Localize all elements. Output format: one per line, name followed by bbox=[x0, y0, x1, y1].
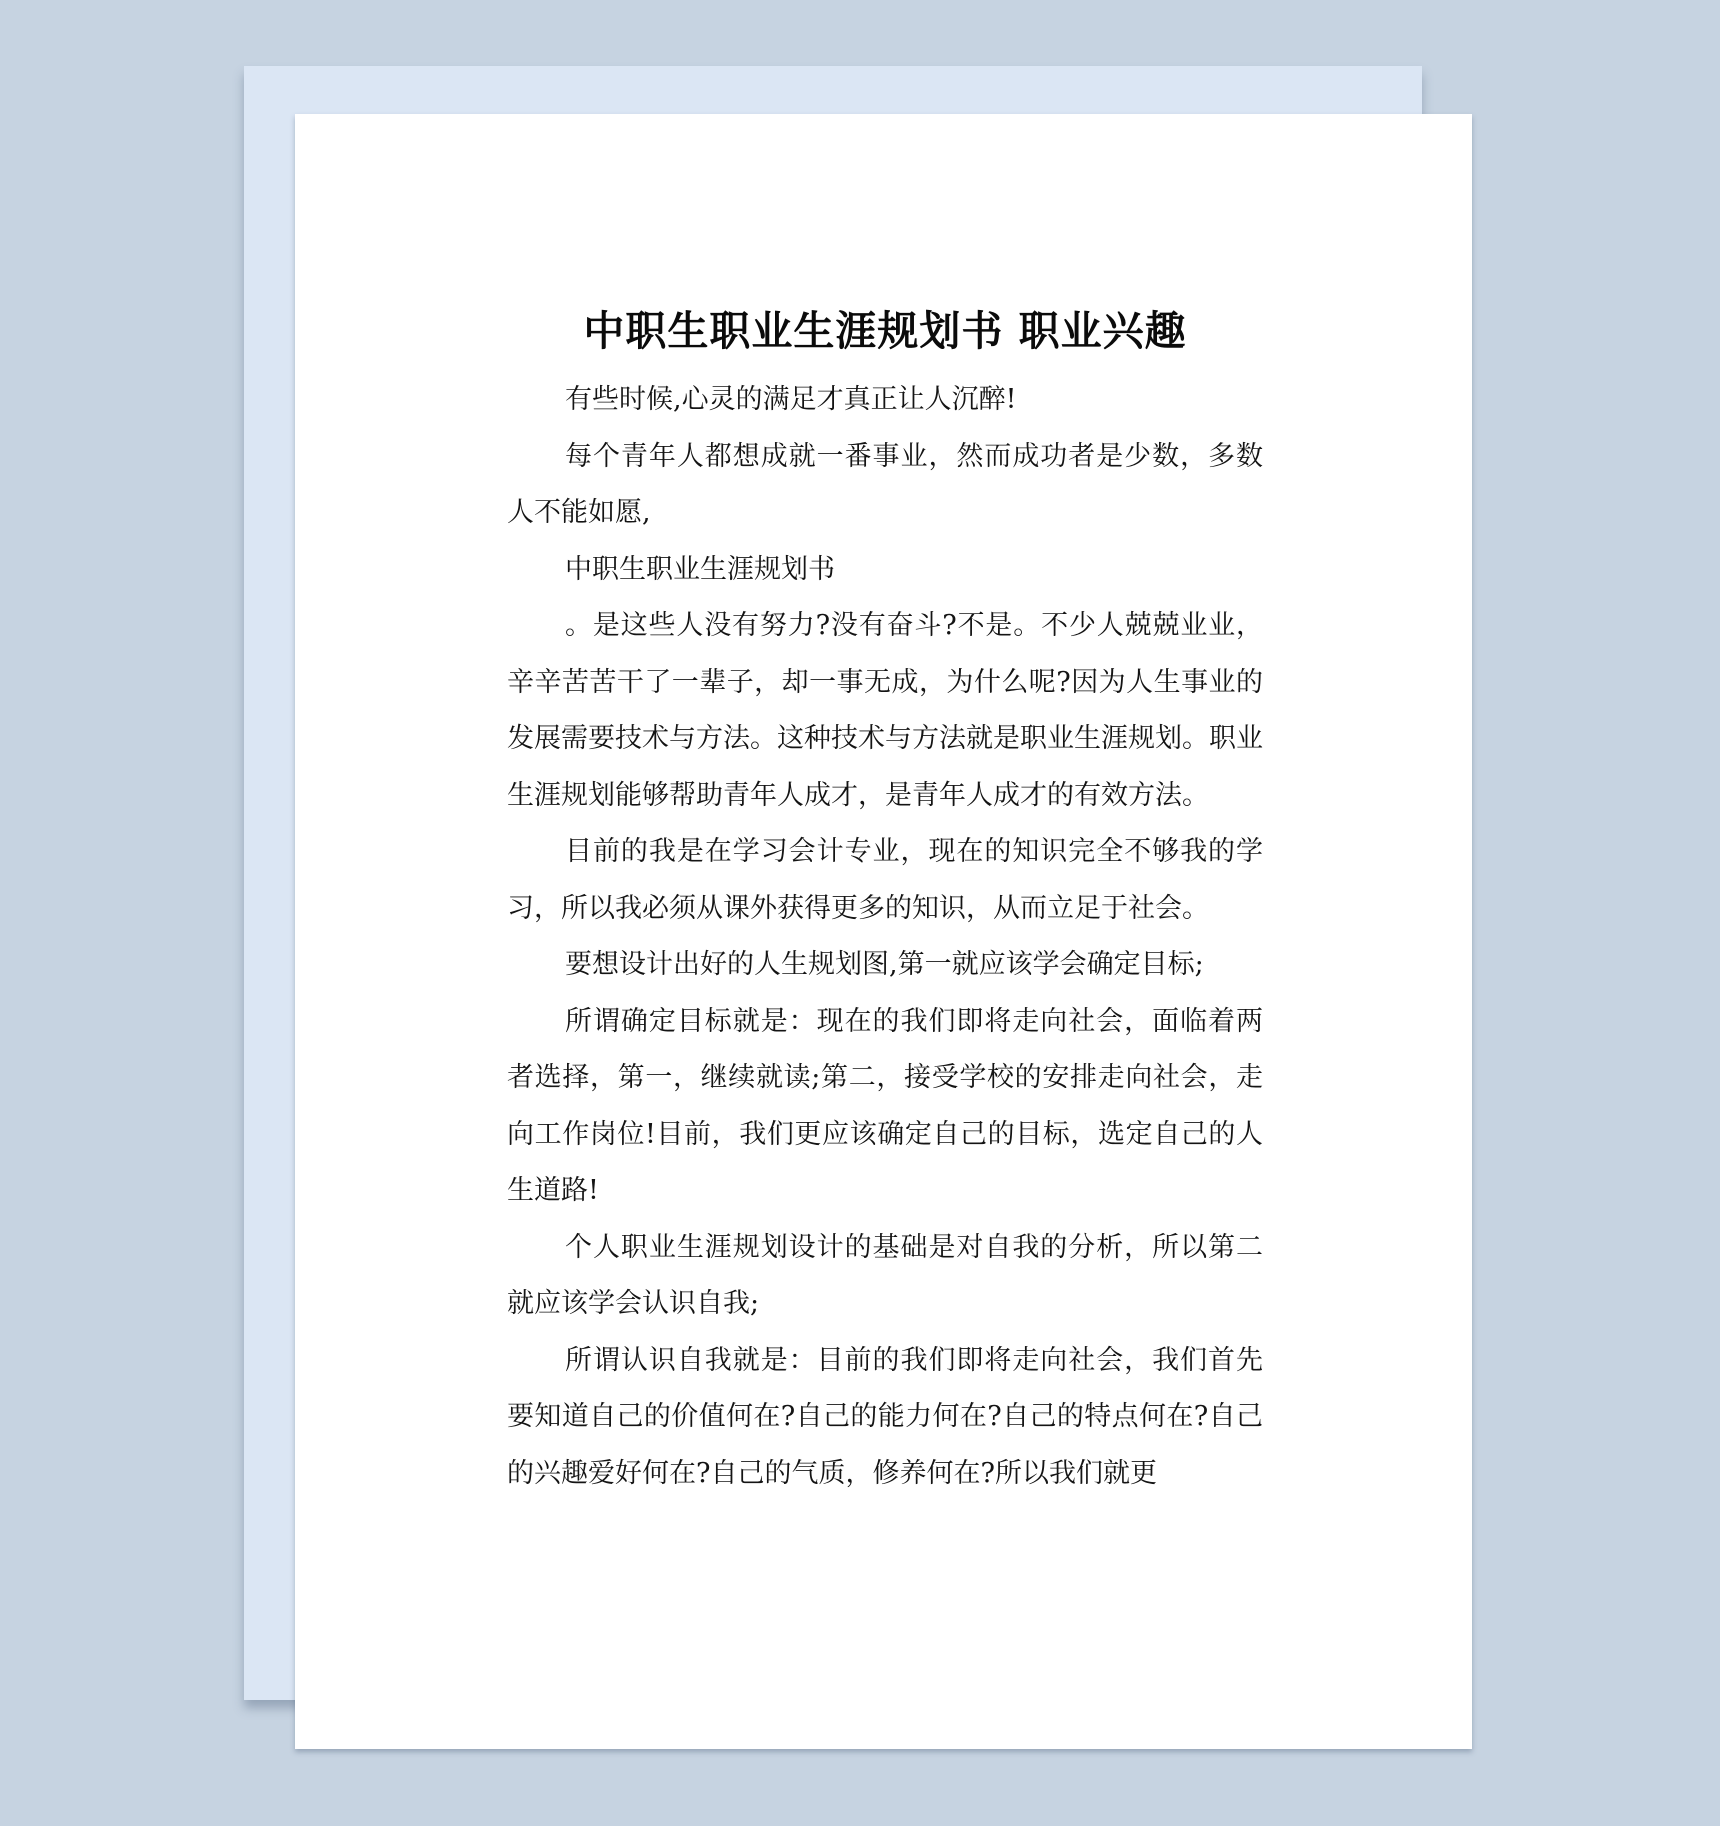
paragraph-career-planning-method: 。是这些人没有努力?没有奋斗?不是。不少人兢兢业业，辛辛苦苦干了一辈子，却一事无成，为什么呢?因为人生事业的发展需要技术与方法。这种技术与方法就是职业生涯规划。职业生涯规划能够帮助青年人成才，是青年人成才的有效方法。 bbox=[507, 610, 1263, 811]
paragraph-self-analysis: 个人职业生涯规划设计的基础是对自我的分析，所以第二就应该学会认识自我; bbox=[507, 1231, 1263, 1319]
paragraph-subtitle: 中职生职业生涯规划书 bbox=[565, 553, 835, 585]
document-title: 中职生职业生涯规划书 职业兴趣 bbox=[583, 307, 1187, 355]
paragraph-youth-ambition: 每个青年人都想成就一番事业，然而成功者是少数，多数人不能如愿, bbox=[507, 440, 1263, 528]
document-body bbox=[507, 302, 1263, 1502]
paragraph-know-yourself: 所谓认识自我就是：目前的我们即将走向社会，我们首先要知道自己的价值何在?自己的能力何在?自己的特点何在?自己的兴趣爱好何在?自己的气质，修养何在?所以我们就更 bbox=[507, 1344, 1263, 1489]
paragraph-accounting-major: 目前的我是在学习会计专业，现在的知识完全不够我的学习，所以我必须从课外获得更多的知识，从而立足于社会。 bbox=[507, 836, 1263, 924]
paragraph-set-goals: 要想设计出好的人生规划图,第一就应该学会确定目标; bbox=[565, 949, 1204, 980]
paragraph-intro: 有些时候,心灵的满足才真正让人沉醉! bbox=[565, 384, 1017, 415]
paragraph-define-goals: 所谓确定目标就是：现在的我们即将走向社会，面临着两者选择，第一，继续就读;第二，接受学校的安排走向社会，走向工作岗位!目前，我们更应该确定自己的目标，选定自己的人生道路! bbox=[507, 1005, 1263, 1206]
front-sheet bbox=[295, 114, 1472, 1749]
